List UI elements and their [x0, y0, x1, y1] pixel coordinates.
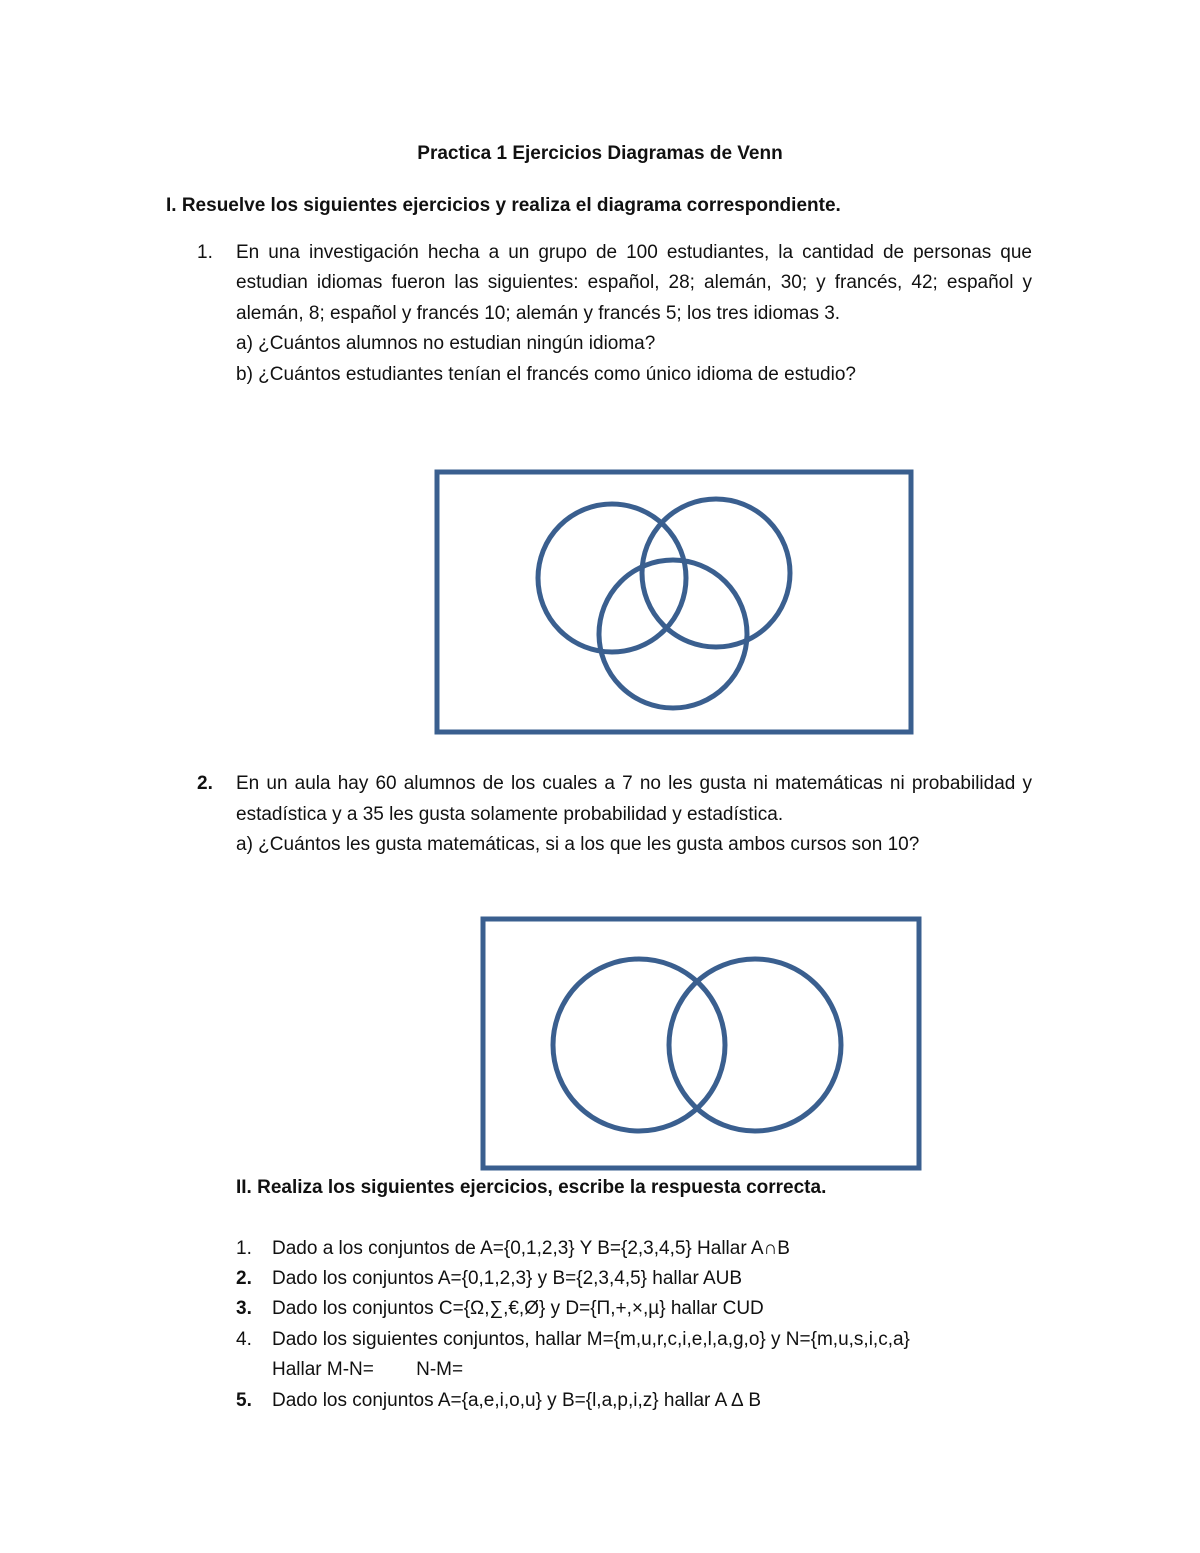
problem-1-question-b: b) ¿Cuántos estudiantes tenían el francés como único idioma de estudio? [236, 364, 856, 385]
set-circle-a [553, 959, 725, 1131]
exercise-4-number: 4. [236, 1329, 252, 1350]
exercise-4-subtext: Hallar M-N= N-M= [272, 1359, 464, 1380]
problem-1-line-3: alemán, 8; español y francés 10; alemán y francés 5; los tres idiomas 3. [236, 303, 841, 324]
exercise-5-number: 5. [236, 1390, 252, 1411]
problem-2-line-2: estadística y a 35 les gusta solamente probabilidad y estadística. [236, 804, 784, 825]
venn-diagram-two-sets [483, 919, 919, 1168]
exercise-4-text: Dado los siguientes conjuntos, hallar M={m,u,r,c,i,e,l,a,g,o} y N={m,u,s,i,c,a} [272, 1329, 910, 1350]
exercise-2-text: Dado los conjuntos A={0,1,2,3} y B={2,3,4,5} hallar AUB [272, 1268, 743, 1289]
exercise-5-text: Dado los conjuntos A={a,e,i,o,u} y B={l,a,p,i,z} hallar A ∆ B [272, 1390, 762, 1411]
problem-1-line-1: En una investigación hecha a un grupo de 100 estudiantes, la cantidad de personas que [236, 242, 1032, 263]
universe-rectangle-2 [483, 919, 919, 1168]
venn-diagram-three-sets [437, 472, 911, 732]
problem-1-number: 1. [197, 242, 213, 263]
problem-2-number: 2. [197, 773, 213, 794]
problem-1-question-a: a) ¿Cuántos alumnos no estudian ningún idioma? [236, 333, 656, 354]
set-circle-b [669, 959, 841, 1131]
exercise-3-number: 3. [236, 1298, 252, 1319]
section-1-heading: I. Resuelve los siguientes ejercicios y realiza el diagrama correspondiente. [166, 195, 841, 216]
exercise-1-text: Dado a los conjuntos de A={0,1,2,3} Y B={2,3,4,5} Hallar A∩B [272, 1238, 790, 1259]
problem-2-line-1: En un aula hay 60 alumnos de los cuales a 7 no les gusta ni matemáticas ni probabilidad y [236, 773, 1032, 794]
exercise-2-number: 2. [236, 1268, 252, 1289]
page-title: Practica 1 Ejercicios Diagramas de Venn [417, 143, 783, 164]
exercise-3-text: Dado los conjuntos C={Ω,∑,€,Ø} y D={Π,+,×,µ} hallar CUD [272, 1298, 764, 1319]
set-circle-left [538, 504, 686, 652]
section-2-heading: II. Realiza los siguientes ejercicios, escribe la respuesta correcta. [236, 1177, 827, 1198]
problem-2-question-a: a) ¿Cuántos les gusta matemáticas, si a los que les gusta ambos cursos son 10? [236, 834, 920, 855]
problem-1-line-2: estudian idiomas fueron las siguientes: español, 28; alemán, 30; y francés, 42; español y [236, 272, 1032, 293]
exercise-1-number: 1. [236, 1238, 252, 1259]
